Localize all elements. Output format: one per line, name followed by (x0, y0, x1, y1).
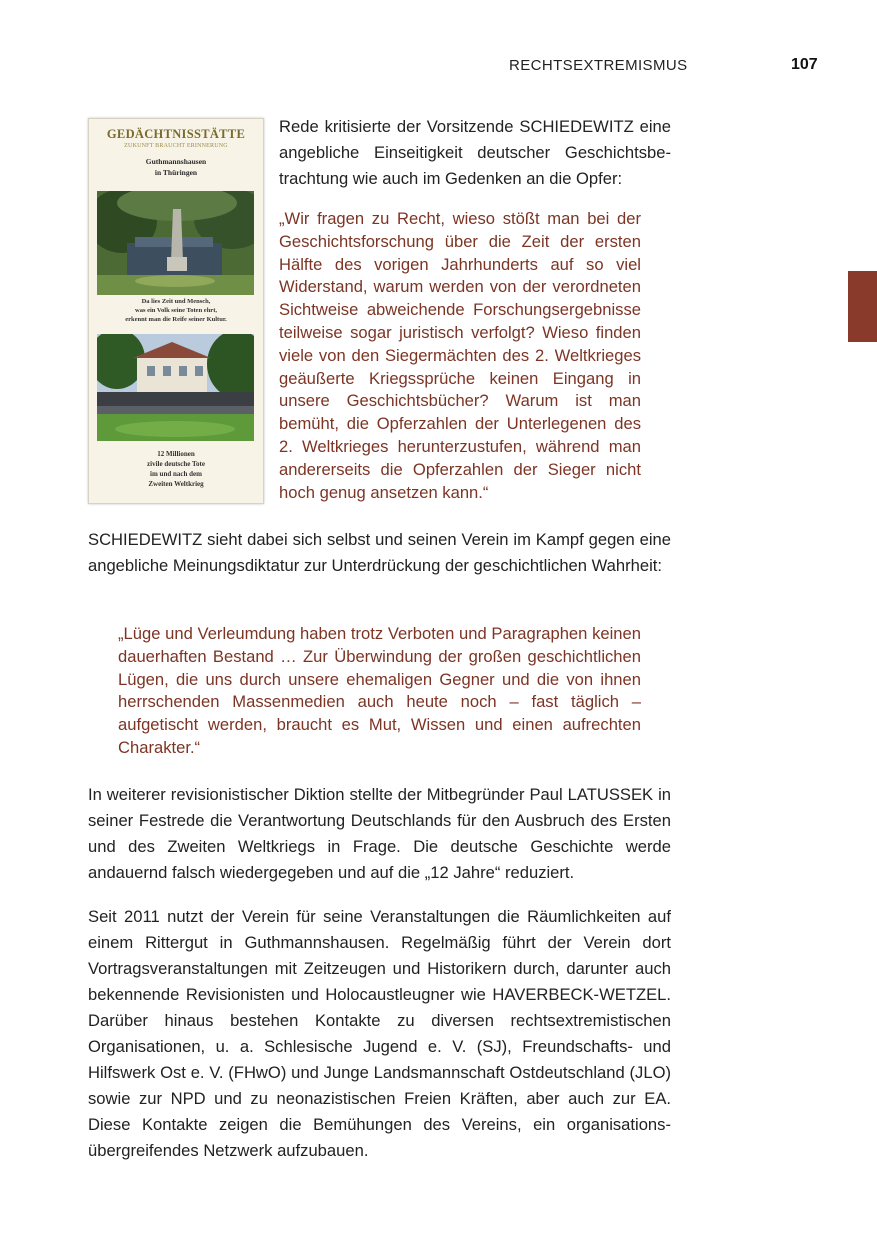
block-quote-luege: „Lüge und Verleumdung haben trotz Verboten und Paragraphen keinen dauerhaften Bestand … Zur Überwindung der großen geschichtlichen Lügen, die uns durch unsere ehemaligen Gegner und die von ihnen herrschenden Massenmedien auch heute noch – fast täglich – aufgetischt werden, braucht es Mut, Wissen und einen aufrechten Charakter.“ (118, 624, 641, 757)
flyer-place (95, 156, 257, 178)
memorial-flyer-image (88, 118, 264, 504)
flyer-quote-line: was ein Volk seine Toten ehrt, (135, 307, 217, 314)
flyer-place-line: in Thüringen (154, 168, 198, 177)
flyer-title: GEDÄCHTNISSTÄTTE (106, 127, 246, 141)
body-paragraph: SCHIEDEWITZ sieht dabei sich selbst und seinen Verein im Kampf gegen eine angebliche Meinungsdiktatur zur Unterdrückung der geschichtlichen Wahrheit: (88, 530, 671, 575)
block-quote-schiedewitz: „Wir fragen zu Recht, wieso stößt man bei der Geschichtsforschung über die Zeit der ersten Hälfte des vorigen Jahrhunderts auf so viel Widerstand, warum werden von der verordneten Sichtweise abweichende Forschungsergebnisse teilweise sogar juristisch verfolgt? Wieso finden viele von den Siegermächten des 2. Weltkrieges geäußerte Kriegssprüche keinen Eingang in unsere Geschichtsbücher? Warum ist man bemüht, die Opferzahlen der Unterlegenen des 2. Weltkrieges herunterzustufen, während man andererseits die Opferzahlen der Sieger nicht hoch genug ansetzen kann.“ (279, 209, 641, 502)
flyer-place-line: Guthmannshausen (145, 157, 207, 166)
gathering-photo-drawing (97, 334, 254, 441)
body-paragraph: In weiterer revisionistischer Diktion stellte der Mitbegründer Paul LATUSSEK in seiner Festrede die Verantwortung Deutschlands für den Ausbruch des Ersten und des Zweiten Weltkriegs in Frage. Die deutsche Geschichte werde andauernd falsch wiedergegeben und auf die „12 Jahre“ reduziert. (88, 785, 671, 882)
memorial-photo-drawing (97, 191, 254, 295)
flyer-bottom-line: Zweiten Weltkrieg (148, 480, 204, 488)
flyer-bottom-text (99, 449, 253, 489)
page-number: 107 (791, 56, 818, 73)
intro-paragraph: Rede kritisierte der Vorsitzende SCHIEDEWITZ eine angebliche Einseitigkeit deutscher Geschichtsbetrachtung wie auch im Gedenken an die Opfer: (279, 117, 671, 188)
chapter-tab-marker (848, 271, 877, 342)
flyer-bottom-line: zivile deutsche Tote (147, 460, 205, 468)
flyer-bottom-line: im und nach dem (150, 470, 202, 478)
gathering-photo (97, 334, 254, 441)
flyer-quote (99, 297, 253, 324)
flyer-subtitle: ZUKUNFT BRAUCHT ERINNERUNG (124, 143, 228, 149)
memorial-photo (97, 191, 254, 295)
flyer-bottom-line: 12 Millionen (157, 450, 195, 458)
flyer-quote-line: Da lies Zeit und Mensch, (141, 298, 211, 305)
body-paragraph: Seit 2011 nutzt der Verein für seine Veranstaltungen die Räumlichkeiten auf einem Rittergut in Guthmannshausen. Regelmäßig führt der Verein dort Vortragsveranstaltungen mit Zeitzeugen und Historikern durch, darunter auch bekennende Revisionisten und Holocaustleugner wie HAVERBECK-WETZEL. Darüber hinaus bestehen Kontakte zu diversen rechtsextremistischen Organisationen, u. a. Schlesische Jugend e. V. (SJ), Freundschafts- und Hilfswerk Ost e. V. (FHwO) und Junge Landsmannschaft Ostdeutschland (JLO) sowie zur NPD und zu neonazistischen Freien Kräften, aber auch zur EA. Diese Kontakte zeigen die Bemühungen des Vereins, ein organisationsübergreifendes Netzwerk aufzubauen. (88, 907, 671, 1160)
section-title: RECHTSEXTREMISMUS (509, 57, 688, 74)
flyer-quote-line: erkennt man die Reife seiner Kultur. (125, 316, 227, 323)
